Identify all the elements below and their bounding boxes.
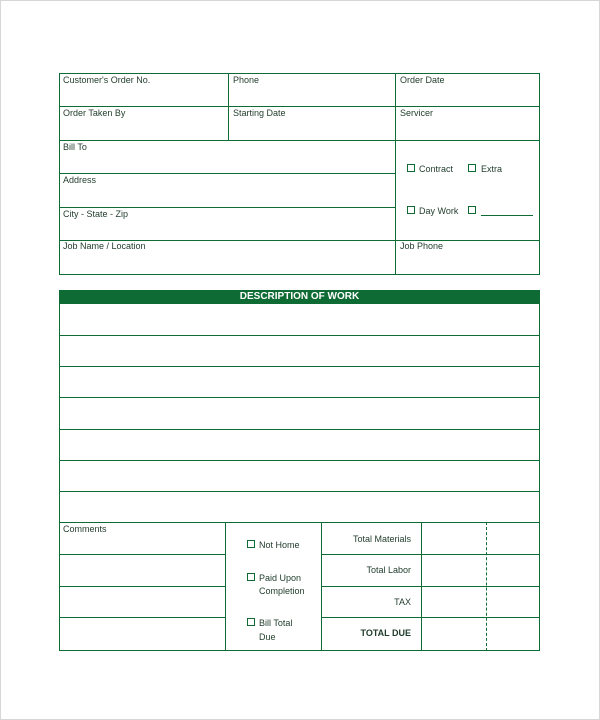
day-work-checkbox[interactable] bbox=[407, 206, 415, 214]
top-col-divider-1 bbox=[228, 73, 229, 140]
customers-order-no-field: Customer's Order No. bbox=[63, 75, 151, 85]
comments-line-1 bbox=[59, 554, 225, 555]
total-due-label: TOTAL DUE bbox=[360, 628, 411, 638]
description-line-4 bbox=[59, 429, 540, 430]
day-work-label: Day Work bbox=[419, 206, 459, 216]
order-taken-by-field: Order Taken By bbox=[63, 108, 126, 118]
totals-line-2 bbox=[321, 586, 540, 587]
starting-date-field: Starting Date bbox=[233, 108, 286, 118]
other-blank-line[interactable] bbox=[481, 215, 533, 216]
phone-field: Phone bbox=[233, 75, 260, 85]
order-date-field: Order Date bbox=[400, 75, 445, 85]
bill-total-due-checkbox[interactable] bbox=[247, 618, 255, 626]
city-state-zip-field: City - State - Zip bbox=[63, 209, 129, 219]
contract-checkbox[interactable] bbox=[407, 164, 415, 172]
bill-total-label: Bill Total bbox=[259, 618, 293, 628]
due-label: Due bbox=[259, 632, 276, 642]
job-name-location-field: Job Name / Location bbox=[63, 241, 146, 251]
contract-label: Contract bbox=[419, 164, 454, 174]
address-field: Address bbox=[63, 175, 97, 185]
comments-line-2 bbox=[59, 586, 225, 587]
completion-label: Completion bbox=[259, 586, 305, 596]
top-col-divider-2 bbox=[395, 73, 396, 275]
job-phone-field: Job Phone bbox=[400, 241, 444, 251]
total-materials-label: Total Materials bbox=[352, 534, 411, 544]
top-row-divider-2 bbox=[59, 140, 540, 141]
comments-line-3 bbox=[59, 617, 225, 618]
description-line-3 bbox=[59, 397, 540, 398]
description-line-1 bbox=[59, 335, 540, 336]
not-home-checkbox[interactable] bbox=[247, 540, 255, 548]
not-home-label: Not Home bbox=[259, 540, 300, 550]
description-line-7 bbox=[59, 522, 540, 523]
top-row-divider-1 bbox=[59, 106, 540, 107]
tax-label: TAX bbox=[394, 597, 411, 607]
bill-to-field: Bill To bbox=[63, 142, 87, 152]
top-row-divider-3 bbox=[59, 173, 395, 174]
extra-label: Extra bbox=[481, 164, 503, 174]
description-line-6 bbox=[59, 491, 540, 492]
comments-label: Comments bbox=[63, 524, 107, 534]
bottom-col-divider-1 bbox=[225, 522, 226, 651]
description-line-2 bbox=[59, 366, 540, 367]
top-row-divider-4 bbox=[59, 207, 395, 208]
other-checkbox[interactable] bbox=[468, 206, 476, 214]
paid-upon-completion-checkbox[interactable] bbox=[247, 573, 255, 581]
paid-upon-label: Paid Upon bbox=[259, 573, 302, 583]
totals-line-1 bbox=[321, 554, 540, 555]
totals-line-3 bbox=[321, 617, 540, 618]
extra-checkbox[interactable] bbox=[468, 164, 476, 172]
description-line-5 bbox=[59, 460, 540, 461]
servicer-field: Servicer bbox=[400, 108, 434, 118]
total-labor-label: Total Labor bbox=[366, 565, 411, 575]
description-box bbox=[59, 290, 540, 651]
description-of-work-header: DESCRIPTION OF WORK bbox=[59, 290, 540, 304]
